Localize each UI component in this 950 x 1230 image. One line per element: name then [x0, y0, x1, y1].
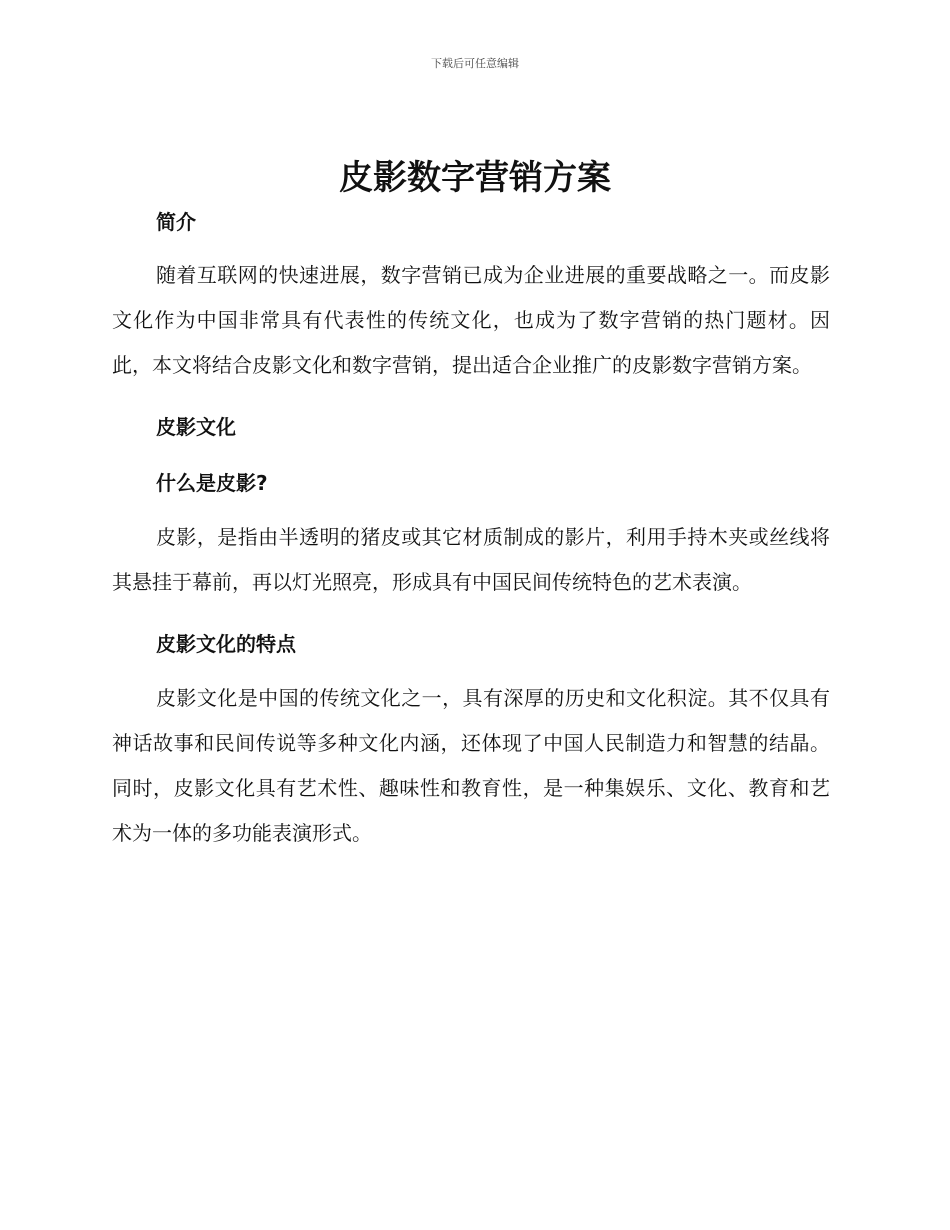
page-title: 皮影数字营销方案	[339, 158, 611, 198]
paragraph-what: 皮影，是指由半透明的猪皮或其它材质制成的影片，利用手持木夹或丝线将其悬挂于幕前，再以灯光照亮，形成具有中国民间传统特色的艺术表演。	[112, 525, 830, 594]
subsection-heading-what: 什么是皮影?	[156, 471, 268, 495]
paragraph-features: 皮影文化是中国的传统文化之一，具有深厚的历史和文化积淀。其不仅具有神话故事和民间传说等多种文化内涵，还体现了中国人民制造力和智慧的结晶。同时，皮影文化具有艺术性、趣味性和教育性，是一种集娱乐、文化、教育和艺术为一体的多功能表演形式。	[112, 686, 830, 845]
section-heading-culture: 皮影文化	[156, 415, 236, 439]
document-body	[112, 205, 830, 856]
section-heading-intro: 简介	[156, 210, 196, 234]
header-note: 下载后可任意编辑	[431, 57, 519, 70]
paragraph-intro: 随着互联网的快速进展，数字营销已成为企业进展的重要战略之一。而皮影文化作为中国非常具有代表性的传统文化，也成为了数字营销的热门题材。因此，本文将结合皮影文化和数字营销，提出适合企业推广的皮影数字营销方案。	[112, 263, 830, 377]
subsection-heading-features: 皮影文化的特点	[156, 632, 296, 656]
